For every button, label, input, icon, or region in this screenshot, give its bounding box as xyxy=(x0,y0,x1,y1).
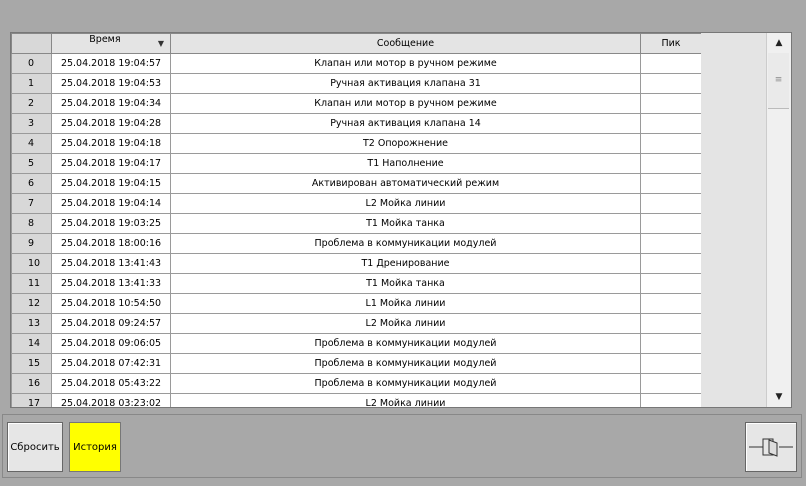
event-log-table xyxy=(11,33,701,407)
scrollbar-thumb[interactable]: ≡ xyxy=(768,53,789,109)
peak-cell xyxy=(641,394,702,408)
row-index-cell: 17 xyxy=(12,394,52,408)
row-index-cell: 0 xyxy=(12,54,52,74)
peak-cell xyxy=(641,154,702,174)
time-cell: 25.04.2018 19:04:18 xyxy=(52,134,171,154)
time-cell: 25.04.2018 09:06:05 xyxy=(52,334,171,354)
table-row[interactable] xyxy=(12,314,702,334)
row-index-cell: 4 xyxy=(12,134,52,154)
time-cell: 25.04.2018 18:00:16 xyxy=(52,234,171,254)
time-cell: 25.04.2018 19:04:57 xyxy=(52,54,171,74)
row-index-cell: 12 xyxy=(12,294,52,314)
time-cell: 25.04.2018 13:41:33 xyxy=(52,274,171,294)
arrow-down-icon[interactable]: ▼ xyxy=(775,392,783,402)
message-cell: T2 Опорожнение xyxy=(171,134,641,154)
vertical-scrollbar[interactable] xyxy=(766,33,791,407)
row-index-cell: 1 xyxy=(12,74,52,94)
table-row[interactable] xyxy=(12,294,702,314)
message-cell: Проблема в коммуникации модулей xyxy=(171,354,641,374)
bottom-toolbar xyxy=(2,414,802,478)
history-button[interactable]: История xyxy=(69,422,121,472)
table-row[interactable] xyxy=(12,394,702,408)
peak-column-header[interactable]: Пик xyxy=(641,34,702,54)
row-index-cell: 3 xyxy=(12,114,52,134)
peak-cell xyxy=(641,334,702,354)
row-index-cell: 5 xyxy=(12,154,52,174)
time-cell: 25.04.2018 19:04:15 xyxy=(52,174,171,194)
peak-cell xyxy=(641,54,702,74)
table-row[interactable] xyxy=(12,54,702,74)
table-row[interactable] xyxy=(12,114,702,134)
row-index-cell: 14 xyxy=(12,334,52,354)
message-cell: Ручная активация клапана 31 xyxy=(171,74,641,94)
event-log-panel xyxy=(10,32,792,408)
table-row[interactable] xyxy=(12,234,702,254)
message-cell: L2 Мойка линии xyxy=(171,394,641,408)
table-row[interactable] xyxy=(12,254,702,274)
time-cell: 25.04.2018 19:04:14 xyxy=(52,194,171,214)
row-index-cell: 13 xyxy=(12,314,52,334)
peak-cell xyxy=(641,134,702,154)
time-cell: 25.04.2018 19:03:25 xyxy=(52,214,171,234)
message-cell: Проблема в коммуникации модулей xyxy=(171,374,641,394)
table-row[interactable] xyxy=(12,214,702,234)
peak-cell xyxy=(641,94,702,114)
time-cell: 25.04.2018 13:41:43 xyxy=(52,254,171,274)
peak-cell xyxy=(641,194,702,214)
exit-door-icon xyxy=(749,435,793,459)
peak-cell xyxy=(641,294,702,314)
message-cell: T1 Мойка танка xyxy=(171,214,641,234)
row-index-cell: 7 xyxy=(12,194,52,214)
peak-cell xyxy=(641,274,702,294)
message-cell: Ручная активация клапана 14 xyxy=(171,114,641,134)
message-cell: T1 Мойка танка xyxy=(171,274,641,294)
table-row[interactable] xyxy=(12,194,702,214)
peak-cell xyxy=(641,374,702,394)
row-index-header xyxy=(12,34,52,54)
empty-header-area xyxy=(701,33,766,407)
peak-cell xyxy=(641,254,702,274)
peak-cell xyxy=(641,314,702,334)
table-row[interactable] xyxy=(12,354,702,374)
message-cell: Проблема в коммуникации модулей xyxy=(171,334,641,354)
table-row[interactable] xyxy=(12,334,702,354)
row-index-cell: 8 xyxy=(12,214,52,234)
row-index-cell: 2 xyxy=(12,94,52,114)
time-column-header[interactable] xyxy=(52,34,171,54)
peak-cell xyxy=(641,74,702,94)
arrow-up-icon[interactable]: ▲ xyxy=(775,38,783,48)
message-cell: L2 Мойка линии xyxy=(171,194,641,214)
table-row[interactable] xyxy=(12,134,702,154)
table-row[interactable] xyxy=(12,154,702,174)
time-cell: 25.04.2018 19:04:28 xyxy=(52,114,171,134)
row-index-cell: 10 xyxy=(12,254,52,274)
time-cell: 25.04.2018 07:42:31 xyxy=(52,354,171,374)
peak-cell xyxy=(641,354,702,374)
time-cell: 25.04.2018 09:24:57 xyxy=(52,314,171,334)
row-index-cell: 15 xyxy=(12,354,52,374)
peak-cell xyxy=(641,114,702,134)
table-header-row xyxy=(12,34,702,54)
reset-button[interactable]: Сбросить xyxy=(7,422,63,472)
message-cell: T1 Наполнение xyxy=(171,154,641,174)
time-cell: 25.04.2018 19:04:17 xyxy=(52,154,171,174)
message-cell: Клапан или мотор в ручном режиме xyxy=(171,54,641,74)
time-cell: 25.04.2018 10:54:50 xyxy=(52,294,171,314)
peak-cell xyxy=(641,174,702,194)
table-row[interactable] xyxy=(12,274,702,294)
row-index-cell: 16 xyxy=(12,374,52,394)
message-cell: T1 Дренирование xyxy=(171,254,641,274)
time-column-label: Время xyxy=(89,34,121,45)
peak-cell xyxy=(641,234,702,254)
message-cell: Проблема в коммуникации модулей xyxy=(171,234,641,254)
table-row[interactable] xyxy=(12,374,702,394)
time-cell: 25.04.2018 19:04:53 xyxy=(52,74,171,94)
table-row[interactable] xyxy=(12,174,702,194)
message-column-header[interactable]: Сообщение xyxy=(171,34,641,54)
sort-down-icon: ▼ xyxy=(157,39,164,48)
message-cell: Активирован автоматический режим xyxy=(171,174,641,194)
time-cell: 25.04.2018 03:23:02 xyxy=(52,394,171,408)
time-cell: 25.04.2018 19:04:34 xyxy=(52,94,171,114)
message-cell: L1 Мойка линии xyxy=(171,294,641,314)
message-cell: L2 Мойка линии xyxy=(171,314,641,334)
table-row[interactable] xyxy=(12,74,702,94)
exit-button[interactable] xyxy=(745,422,797,472)
peak-cell xyxy=(641,214,702,234)
row-index-cell: 11 xyxy=(12,274,52,294)
table-row[interactable] xyxy=(12,94,702,114)
row-index-cell: 6 xyxy=(12,174,52,194)
row-index-cell: 9 xyxy=(12,234,52,254)
time-cell: 25.04.2018 05:43:22 xyxy=(52,374,171,394)
message-cell: Клапан или мотор в ручном режиме xyxy=(171,94,641,114)
